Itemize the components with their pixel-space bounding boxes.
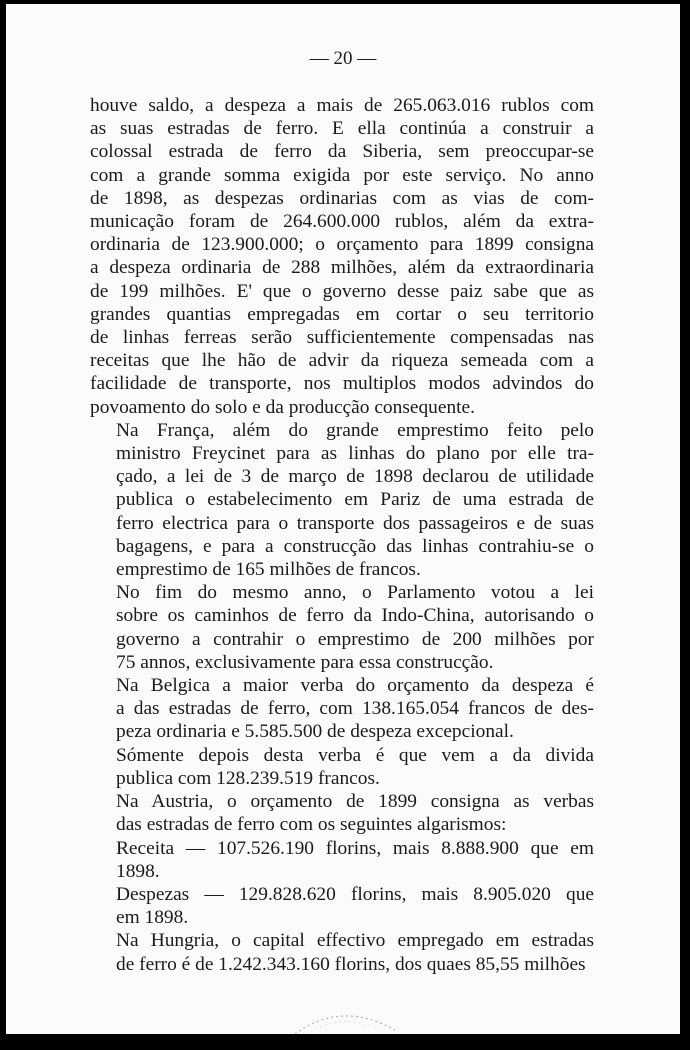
text-line: Na Hungria, o capital effectivo empregado em estradas: [116, 930, 594, 952]
text-line: ordinaria de 123.900.000; o orçamento para 1899 consigna: [90, 234, 594, 256]
text-line: ferro electrica para o transporte dos passageiros e de suas: [116, 512, 594, 534]
text-line: 1898.: [116, 860, 160, 882]
text-line: Na Austria, o orçamento de 1899 consigna as verbas: [116, 791, 594, 813]
text-line: de 199 milhões. E' que o governo desse paiz sabe que as: [90, 280, 594, 302]
paragraph: [90, 94, 594, 419]
text-line: governo a contrahir o emprestimo de 200 milhões por: [116, 628, 594, 650]
text-line: a das estradas de ferro, com 138.165.054 francos de des-: [116, 698, 594, 720]
text-line: No fim do mesmo anno, o Parlamento votou a lei: [116, 582, 594, 604]
text-line: ministro Freycinet para as linhas do plano por elle tra-: [116, 443, 594, 465]
text-line: grandes quantias empregadas em cortar o seu territorio: [90, 303, 594, 325]
book-page: [6, 4, 680, 1034]
paragraph: [90, 744, 594, 790]
text-line: de 1898, as despezas ordinarias com as vias de com-: [90, 187, 594, 209]
paragraph: [90, 581, 594, 674]
text-line: Receita — 107.526.190 florins, mais 8.888.900 que em: [116, 837, 594, 859]
paragraph: [90, 929, 594, 975]
text-line: bagagens, e para a construcção das linhas contrahiu-se o: [116, 535, 594, 557]
page-number: — 20 —: [309, 48, 377, 69]
text-line: emprestimo de 165 milhões de francos.: [116, 559, 421, 581]
paragraph: [90, 674, 594, 744]
text-line: publica o estabelecimento em Pariz de uma estrada de: [116, 489, 594, 511]
text-line: Despezas — 129.828.620 florins, mais 8.905.020 que: [116, 883, 594, 905]
text-line: 75 annos, exclusivamente para essa construcção.: [116, 651, 494, 673]
text-line: povoamento do solo e da producção consequente.: [90, 396, 476, 418]
text-line: sobre os caminhos de ferro da Indo-China, autorisando o: [116, 605, 594, 627]
text-line: Sómente depois desta verba é que vem a da divida: [116, 744, 594, 766]
text-line: a despeza ordinaria de 288 milhões, além da extraordinaria: [90, 257, 594, 279]
text-line: peza ordinaria e 5.585.500 de despeza excepcional.: [116, 721, 514, 743]
text-line: com a grande somma exigida por este serviço. No anno: [90, 164, 594, 186]
text-line: publica com 128.239.519 francos.: [116, 767, 380, 789]
paragraph: [90, 790, 594, 836]
text-line: das estradas de ferro com os seguintes algarismos:: [116, 814, 507, 836]
text-line: receitas que lhe hão de advir da riqueza semeada com a: [90, 350, 594, 372]
text-line: çado, a lei de 3 de março de 1898 declarou de utilidade: [116, 466, 594, 488]
text-line: de ferro é de 1.242.343.160 florins, dos quaes 85,55 milhões: [116, 953, 586, 975]
paragraph: [90, 419, 594, 581]
text-line: Na França, além do grande emprestimo feito pelo: [116, 419, 594, 441]
paragraph: [90, 837, 594, 883]
text-line: Na Belgica a maior verba do orçamento da despeza é: [116, 675, 594, 697]
text-line: as suas estradas de ferro. E ella continúa a construir a: [90, 118, 594, 140]
text-line: colossal estrada de ferro da Siberia, sem preoccupar-se: [90, 141, 594, 163]
text-line: houve saldo, a despeza a mais de 265.063.016 rublos com: [90, 95, 594, 116]
paragraph: [90, 883, 594, 929]
text-line: municação foram de 264.600.000 rublos, além da extra-: [90, 211, 594, 233]
body-text: [90, 94, 594, 976]
library-stamp-mark: [291, 1006, 401, 1034]
text-line: facilidade de transporte, nos multiplos modos advindos do: [90, 373, 594, 395]
text-line: de linhas ferreas serão sufficientemente compensadas nas: [90, 327, 594, 349]
text-line: em 1898.: [116, 907, 189, 929]
